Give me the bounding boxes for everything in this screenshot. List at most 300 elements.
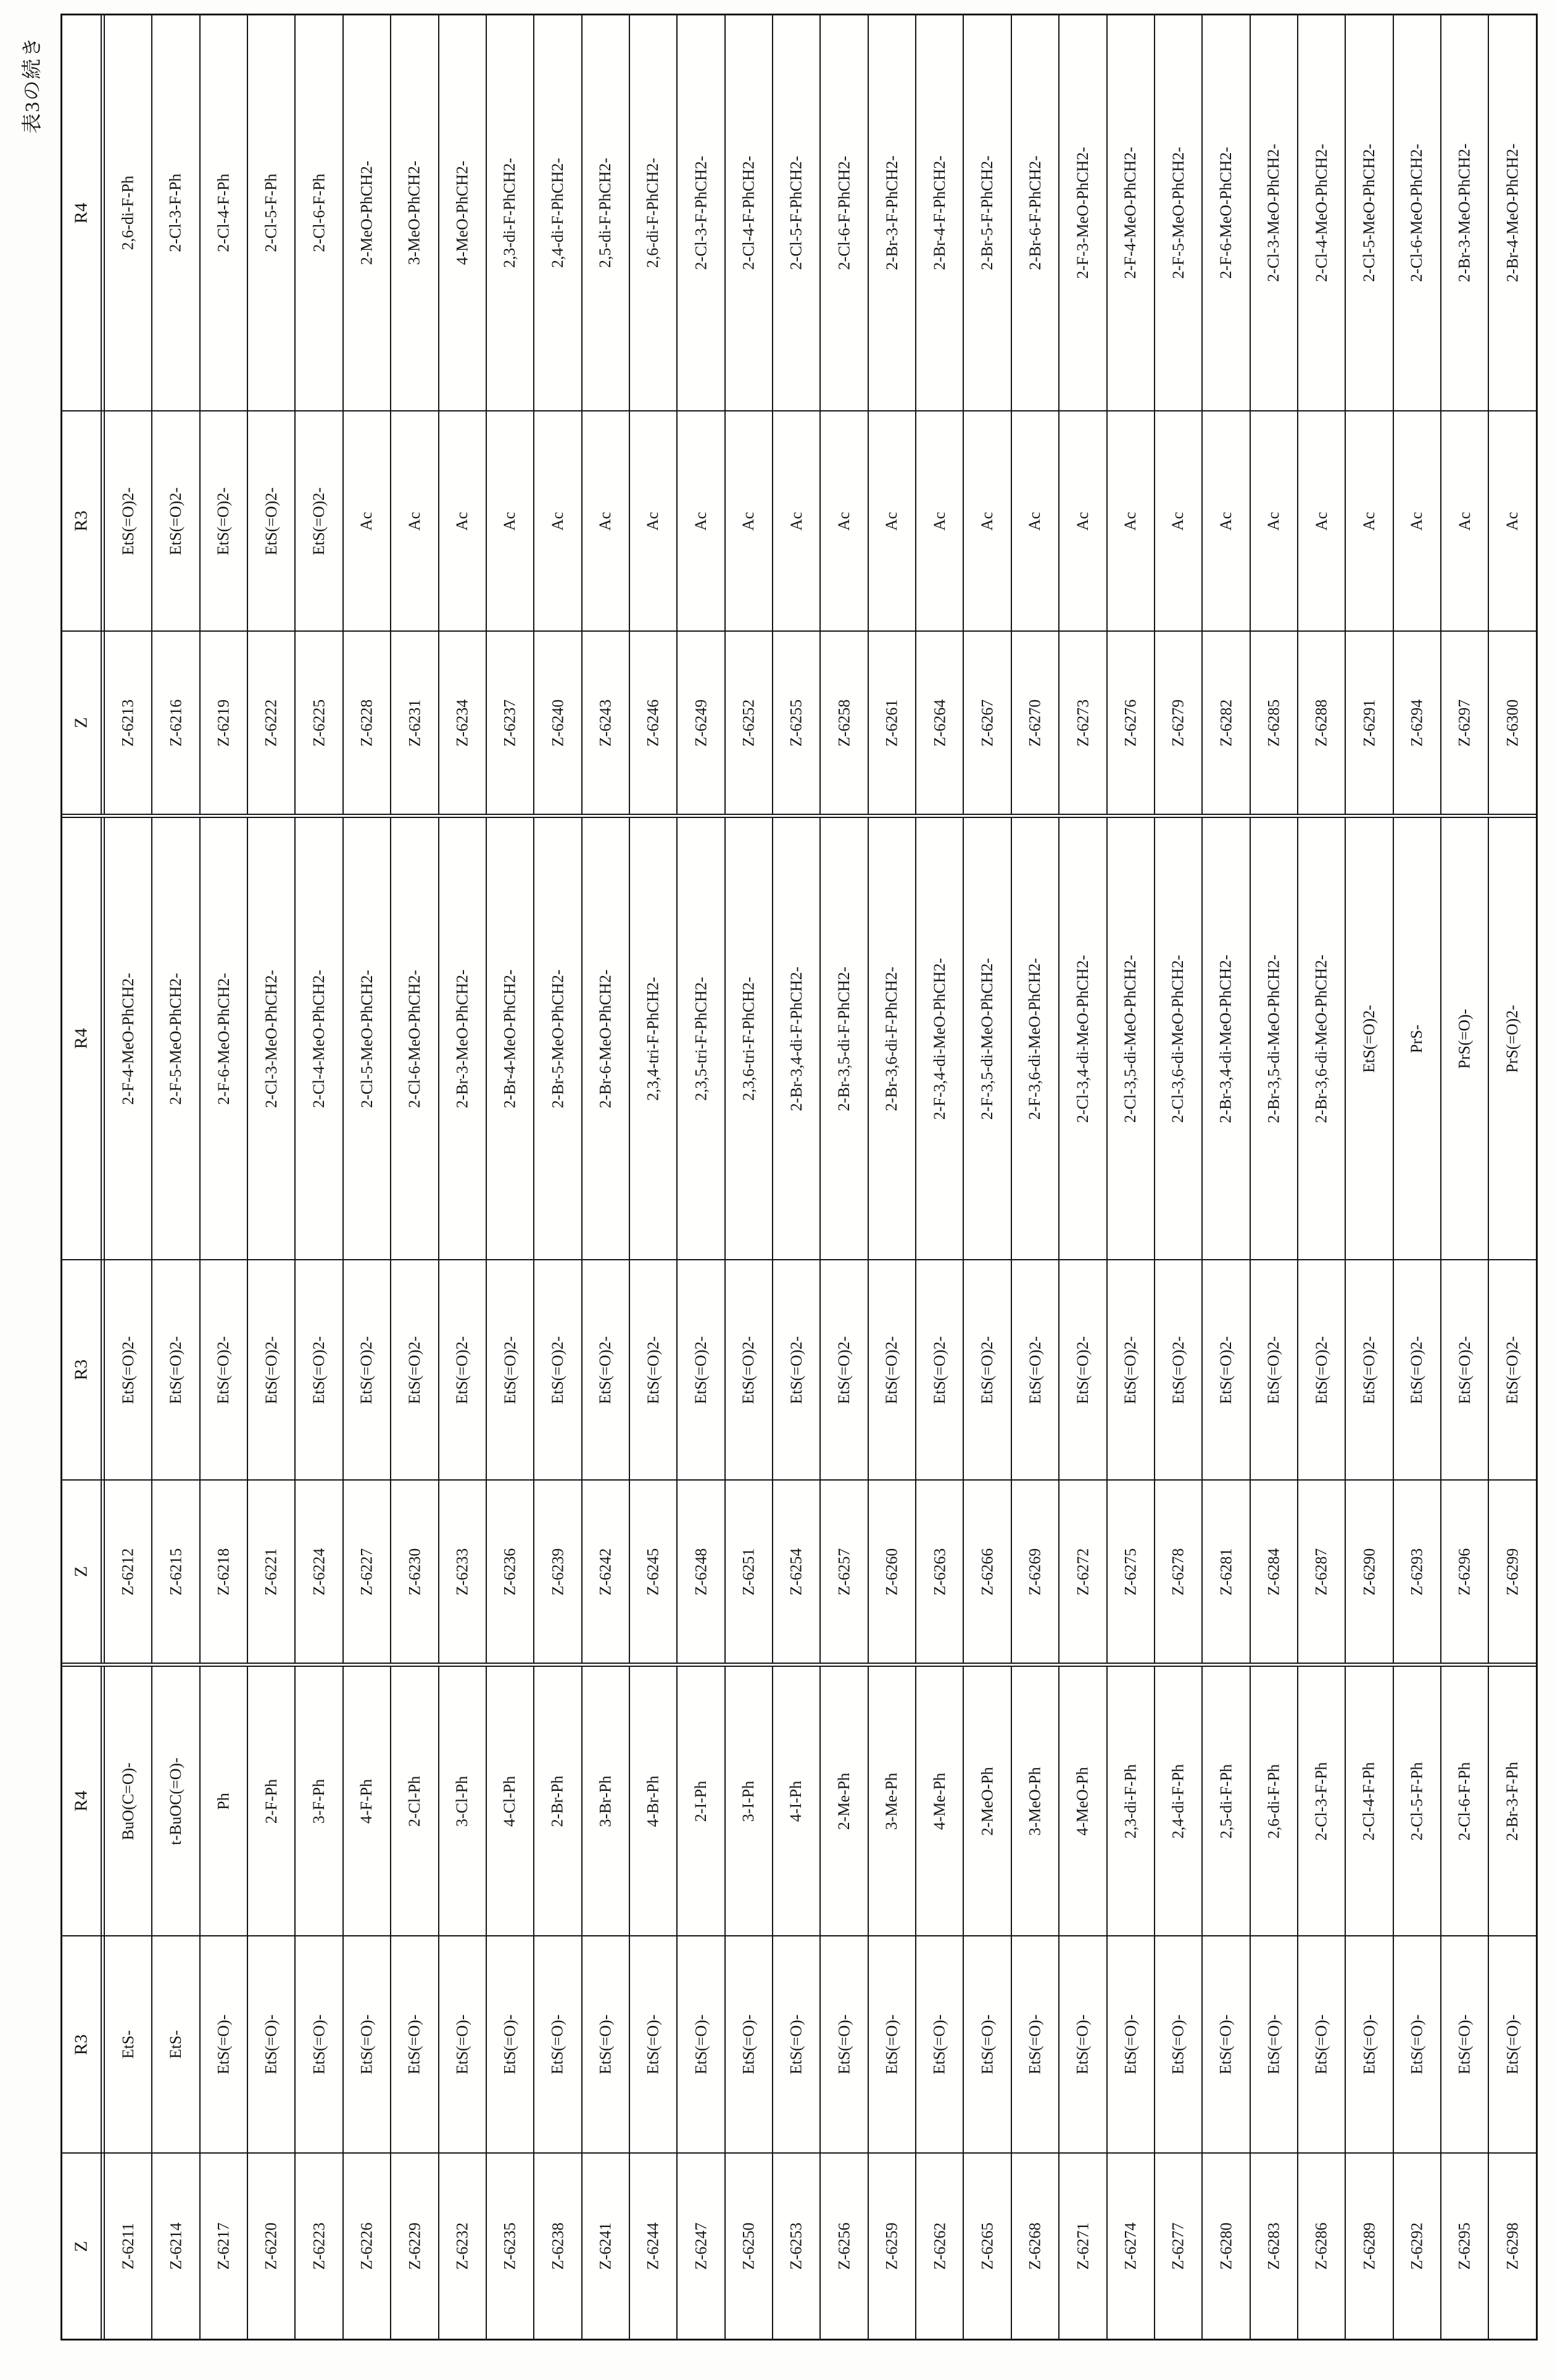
cell-r3 <box>105 1260 152 1479</box>
cell-text: EtS- <box>118 2030 137 2059</box>
cell-text: 4-MeO-Ph <box>1073 1766 1092 1836</box>
cell-r3 <box>1012 411 1059 630</box>
cell-r3 <box>1489 411 1535 630</box>
cell-text: 2-Cl-3-MeO-PhCH2- <box>262 969 280 1108</box>
cell-z <box>1489 1481 1535 1663</box>
cell-text: Z-6240 <box>548 699 566 746</box>
cell-text: EtS(=O)- <box>1073 2014 1092 2075</box>
cell-text: 4-Me-Ph <box>930 1772 948 1830</box>
cell-text: PrS(=O)2- <box>1503 1004 1522 1073</box>
cell-r3 <box>344 1260 391 1479</box>
cell-r4 <box>1298 15 1346 410</box>
cell-text: EtS(=O)2- <box>118 487 137 555</box>
cell-r4 <box>487 818 534 1259</box>
cell-r4 <box>534 1667 582 1935</box>
cell-text: 2-Cl-3-MeO-PhCH2- <box>1264 144 1283 282</box>
cell-text: 2-Cl-4-MeO-PhCH2- <box>310 969 328 1108</box>
cell-text: EtS(=O)2- <box>882 1336 901 1404</box>
cell-r3 <box>1251 1936 1298 2152</box>
table-band-r4-group3 <box>62 15 1536 411</box>
cell-z <box>869 632 916 814</box>
cell-r3 <box>1346 411 1393 630</box>
cell-text: Z-6237 <box>500 699 519 746</box>
cell-z <box>773 632 821 814</box>
cell-z <box>152 1481 200 1663</box>
cell-r4 <box>1203 1667 1250 1935</box>
cell-text: 2-Br-3,6-di-F-PhCH2- <box>882 966 901 1111</box>
cell-z <box>391 1481 439 1663</box>
cell-r4 <box>583 818 630 1259</box>
cell-text: Z-6270 <box>1026 699 1044 746</box>
cell-r3 <box>296 1936 343 2152</box>
cell-r4 <box>1441 818 1489 1259</box>
cell-r4 <box>773 1667 821 1935</box>
cell-text: Ac <box>1264 511 1283 531</box>
column-header-z <box>62 2154 105 2339</box>
cell-z <box>534 2154 582 2339</box>
cell-r3 <box>630 1260 678 1479</box>
cell-text: Ac <box>453 511 471 531</box>
cell-text: Z-6279 <box>1169 699 1187 746</box>
cell-text: EtS(=O)2- <box>1312 1336 1330 1404</box>
cell-text: EtS(=O)- <box>930 2014 948 2075</box>
cell-text: PrS(=O)- <box>1455 1009 1474 1068</box>
cell-text: 2-Cl-5-F-Ph <box>1408 1761 1426 1841</box>
cell-text: EtS(=O)2- <box>453 1336 471 1404</box>
cell-r3 <box>1012 1936 1059 2152</box>
cell-text: 2-Br-3-F-PhCH2- <box>882 155 901 270</box>
cell-r4 <box>1203 818 1250 1259</box>
cell-r3 <box>726 1936 773 2152</box>
cell-r4 <box>248 15 296 410</box>
cell-text: EtS(=O)2- <box>1503 1336 1522 1404</box>
cell-text: Z-6276 <box>1121 699 1140 746</box>
cell-z <box>487 2154 534 2339</box>
cell-text: Z-6232 <box>453 2222 471 2270</box>
column-header-r4 <box>62 1667 105 1935</box>
cell-r3 <box>916 1260 964 1479</box>
cell-z <box>1394 632 1441 814</box>
cell-text: 2-Cl-5-MeO-PhCH2- <box>357 969 376 1108</box>
cell-text: 3-MeO-PhCH2- <box>405 160 423 265</box>
table-band-r4-group1 <box>62 1667 1536 1936</box>
cell-r3 <box>201 1260 248 1479</box>
cell-r4 <box>1441 15 1489 410</box>
cell-text: EtS(=O)- <box>644 2014 662 2075</box>
cell-z <box>964 2154 1011 2339</box>
cell-text: Z-6229 <box>405 2222 423 2270</box>
cell-text: 2,3,5-tri-F-PhCH2- <box>692 977 710 1101</box>
cell-r4 <box>1298 1667 1346 1935</box>
cell-text: Z-6298 <box>1503 2222 1522 2270</box>
column-header-label: Z <box>71 1566 91 1577</box>
cell-text: 2-Br-6-MeO-PhCH2- <box>596 969 615 1108</box>
cell-text: EtS(=O)2- <box>978 1336 997 1404</box>
cell-r4 <box>916 1667 964 1935</box>
cell-text: Z-6241 <box>596 2222 615 2270</box>
cell-r3 <box>391 1936 439 2152</box>
cell-r4 <box>964 1667 1011 1935</box>
cell-text: 3-MeO-Ph <box>1026 1766 1044 1836</box>
cell-r3 <box>1441 1260 1489 1479</box>
column-header-r4 <box>62 818 105 1259</box>
cell-z <box>821 632 868 814</box>
cell-z <box>678 632 725 814</box>
cell-r4 <box>1298 818 1346 1259</box>
cell-z <box>773 2154 821 2339</box>
cell-text: Z-6249 <box>691 699 710 746</box>
cell-text: EtS(=O)2- <box>1360 1004 1379 1073</box>
cell-z <box>630 632 678 814</box>
cell-text: 2-Br-4-MeO-PhCH2- <box>500 969 519 1108</box>
cell-z <box>821 2154 868 2339</box>
cell-text: 2-Me-Ph <box>835 1772 853 1830</box>
cell-text: Z-6255 <box>787 699 805 746</box>
cell-r4 <box>296 818 343 1259</box>
cell-r3 <box>869 411 916 630</box>
cell-text: Z-6300 <box>1503 699 1522 746</box>
cell-text: Z-6231 <box>405 699 423 746</box>
cell-text: EtS(=O)2- <box>1169 1336 1187 1404</box>
cell-text: EtS(=O)- <box>1312 2014 1330 2075</box>
cell-r4 <box>296 15 343 410</box>
cell-r3 <box>534 1936 582 2152</box>
cell-text: Z-6278 <box>1169 1548 1187 1595</box>
cell-text: EtS(=O)- <box>978 2014 997 2075</box>
cell-text: 4-MeO-PhCH2- <box>453 160 471 265</box>
cell-text: EtS(=O)2- <box>1026 1336 1044 1404</box>
cell-text: EtS(=O)2- <box>214 1336 233 1404</box>
cell-text: 2-F-4-MeO-PhCH2- <box>118 972 137 1105</box>
cell-text: 2-Cl-Ph <box>405 1775 423 1827</box>
column-header-label: Z <box>71 2241 91 2252</box>
cell-text: EtS(=O)- <box>739 2014 758 2075</box>
column-header-label: R4 <box>71 1028 91 1049</box>
cell-text: 2-Br-4-F-PhCH2- <box>930 155 948 270</box>
cell-z <box>1203 2154 1250 2339</box>
cell-r4 <box>344 15 391 410</box>
cell-r4 <box>152 1667 200 1935</box>
cell-r3 <box>1012 1260 1059 1479</box>
cell-r3 <box>1108 411 1155 630</box>
cell-text: 2-Cl-3-F-PhCH2- <box>692 155 710 270</box>
cell-text: EtS(=O)2- <box>1264 1336 1283 1404</box>
cell-text: 2-Br-Ph <box>548 1775 566 1827</box>
column-header-r3 <box>62 1936 105 2152</box>
cell-r3 <box>152 411 200 630</box>
cell-r4 <box>726 818 773 1259</box>
cell-text: Z-6274 <box>1121 2222 1140 2270</box>
cell-text: Z-6250 <box>739 2222 758 2270</box>
cell-text: EtS(=O)2- <box>262 487 280 555</box>
cell-r3 <box>487 1260 534 1479</box>
cell-z <box>105 2154 152 2339</box>
cell-text: 2,5-di-F-PhCH2- <box>596 157 615 268</box>
cell-text: EtS(=O)- <box>787 2014 805 2075</box>
cell-text: 2-Cl-3,4-di-MeO-PhCH2- <box>1073 954 1092 1123</box>
cell-text: BuO(C=O)- <box>118 1762 137 1840</box>
cell-z <box>248 632 296 814</box>
cell-text: Z-6277 <box>1169 2222 1187 2270</box>
cell-text: Z-6247 <box>691 2222 710 2270</box>
cell-r4 <box>1108 818 1155 1259</box>
cell-z <box>439 1481 487 1663</box>
cell-text: 2-Cl-6-MeO-PhCH2- <box>405 969 423 1108</box>
cell-r4 <box>964 818 1011 1259</box>
cell-text: 2-MeO-Ph <box>978 1766 997 1836</box>
cell-text: Z-6216 <box>167 699 185 746</box>
cell-text: Ac <box>1169 511 1187 531</box>
cell-text: 2-F-3,4-di-MeO-PhCH2- <box>930 957 948 1120</box>
cell-r4 <box>773 818 821 1259</box>
cell-text: EtS(=O)- <box>453 2014 471 2075</box>
cell-z <box>248 2154 296 2339</box>
cell-r4 <box>583 1667 630 1935</box>
cell-r4 <box>391 818 439 1259</box>
cell-z <box>1489 2154 1535 2339</box>
cell-r3 <box>534 411 582 630</box>
cell-text: 2-Cl-3,5-di-MeO-PhCH2- <box>1121 954 1140 1123</box>
cell-r3 <box>391 411 439 630</box>
cell-text: 2,6-di-F-Ph <box>1264 1764 1283 1838</box>
cell-text: 2-F-5-MeO-PhCH2- <box>1169 147 1187 279</box>
cell-text: Z-6287 <box>1312 1548 1330 1595</box>
cell-r4 <box>1346 15 1393 410</box>
cell-text: Z-6268 <box>1026 2222 1044 2270</box>
cell-r4 <box>1441 1667 1489 1935</box>
cell-text: Z-6267 <box>978 699 997 746</box>
cell-text: Ac <box>548 511 566 531</box>
cell-text: EtS(=O)2- <box>930 1336 948 1404</box>
cell-text: EtS(=O)2- <box>357 1336 376 1404</box>
cell-z <box>487 632 534 814</box>
cell-text: Z-6272 <box>1073 1548 1092 1595</box>
cell-text: EtS(=O)2- <box>787 1336 805 1404</box>
cell-r3 <box>869 1260 916 1479</box>
cell-text: Z-6283 <box>1264 2222 1283 2270</box>
cell-text: EtS(=O)2- <box>691 1336 710 1404</box>
cell-z <box>248 1481 296 1663</box>
cell-text: 2-Br-5-F-PhCH2- <box>978 155 997 270</box>
cell-r3 <box>439 411 487 630</box>
cell-r3 <box>201 411 248 630</box>
cell-r3 <box>773 411 821 630</box>
cell-z <box>726 2154 773 2339</box>
cell-z <box>726 1481 773 1663</box>
cell-r3 <box>1441 411 1489 630</box>
cell-r4 <box>1203 15 1250 410</box>
cell-r3 <box>869 1936 916 2152</box>
cell-text: EtS(=O)- <box>1408 2014 1426 2075</box>
cell-text: EtS(=O)2- <box>1408 1336 1426 1404</box>
cell-text: Z-6221 <box>262 1548 280 1595</box>
cell-r3 <box>821 1936 868 2152</box>
cell-r4 <box>1394 818 1441 1259</box>
cell-text: 2,3,6-tri-F-PhCH2- <box>739 977 758 1101</box>
cell-r3 <box>105 411 152 630</box>
cell-text: 3-Me-Ph <box>882 1772 901 1830</box>
cell-z <box>1394 1481 1441 1663</box>
cell-z <box>1108 632 1155 814</box>
cell-text: 3-Br-Ph <box>596 1775 615 1827</box>
cell-text: EtS(=O)2- <box>1216 1336 1235 1404</box>
cell-r3 <box>916 411 964 630</box>
cell-text: Ac <box>1455 511 1474 531</box>
cell-r4 <box>869 1667 916 1935</box>
cell-z <box>1346 1481 1393 1663</box>
cell-r3 <box>487 1936 534 2152</box>
cell-text: Z-6260 <box>882 1548 901 1595</box>
cell-text: Ac <box>405 511 423 531</box>
cell-r3 <box>1441 1936 1489 2152</box>
cell-text: Z-6244 <box>644 2222 662 2270</box>
cell-text: Z-6226 <box>357 2222 376 2270</box>
cell-r3 <box>105 1936 152 2152</box>
cell-text: Z-6263 <box>930 1548 948 1595</box>
cell-r4 <box>1394 1667 1441 1935</box>
cell-text: 2,3,4-tri-F-PhCH2- <box>644 977 662 1101</box>
cell-text: Z-6220 <box>262 2222 280 2270</box>
cell-text: Z-6254 <box>787 1548 805 1595</box>
cell-r4 <box>726 1667 773 1935</box>
cell-r4 <box>1059 818 1107 1259</box>
cell-text: 2-Cl-6-F-Ph <box>1455 1761 1474 1841</box>
cell-r4 <box>1108 15 1155 410</box>
table-band-z-group2 <box>62 1481 1536 1667</box>
cell-text: 2-F-6-MeO-PhCH2- <box>214 972 233 1105</box>
table-caption-text: 表3の続き <box>21 35 44 134</box>
cell-z <box>1441 1481 1489 1663</box>
cell-r3 <box>1108 1260 1155 1479</box>
cell-r4 <box>1012 1667 1059 1935</box>
cell-r4 <box>821 818 868 1259</box>
cell-text: Z-6266 <box>978 1548 997 1595</box>
cell-r3 <box>821 411 868 630</box>
cell-r3 <box>964 1260 1011 1479</box>
cell-z <box>391 632 439 814</box>
cell-r4 <box>1251 15 1298 410</box>
cell-r4 <box>678 1667 725 1935</box>
cell-z <box>916 2154 964 2339</box>
cell-text: Z-6290 <box>1360 1548 1379 1595</box>
cell-text: 2-Br-3-MeO-PhCH2- <box>1455 143 1474 283</box>
cell-text: Z-6225 <box>310 699 328 746</box>
table-caption <box>9 14 52 155</box>
cell-text: 2-Cl-5-F-PhCH2- <box>787 155 805 270</box>
cell-text: EtS(=O)- <box>835 2014 853 2075</box>
cell-r4 <box>1489 15 1535 410</box>
cell-z <box>344 1481 391 1663</box>
cell-text: Z-6245 <box>644 1548 662 1595</box>
cell-z <box>1251 2154 1298 2339</box>
cell-r3 <box>1203 1936 1250 2152</box>
cell-text: EtS(=O)2- <box>1455 1336 1474 1404</box>
cell-text: Z-6282 <box>1216 699 1235 746</box>
cell-text: Z-6256 <box>835 2222 853 2270</box>
cell-text: Ac <box>596 511 615 531</box>
cell-r3 <box>439 1260 487 1479</box>
cell-text: Z-6239 <box>548 1548 566 1595</box>
cell-r4 <box>201 1667 248 1935</box>
cell-text: 3-Cl-Ph <box>453 1775 471 1827</box>
cell-text: EtS(=O)- <box>1503 2014 1522 2075</box>
cell-r3 <box>1108 1936 1155 2152</box>
cell-z <box>630 2154 678 2339</box>
cell-text: 2,3-di-F-Ph <box>1121 1764 1140 1838</box>
cell-z <box>1394 2154 1441 2339</box>
cell-r3 <box>821 1260 868 1479</box>
cell-text: Z-6288 <box>1312 699 1330 746</box>
cell-text: EtS(=O)2- <box>548 1336 566 1404</box>
cell-text: Z-6285 <box>1264 699 1283 746</box>
cell-r4 <box>1394 15 1441 410</box>
cell-r4 <box>1059 1667 1107 1935</box>
cell-z <box>1059 632 1107 814</box>
cell-z <box>1059 2154 1107 2339</box>
cell-text: Z-6297 <box>1455 699 1474 746</box>
cell-text: Z-6246 <box>644 699 662 746</box>
cell-r3 <box>1298 411 1346 630</box>
cell-r4 <box>487 15 534 410</box>
cell-r3 <box>1298 1260 1346 1479</box>
cell-text: Z-6265 <box>978 2222 997 2270</box>
cell-text: PrS- <box>1408 1024 1426 1053</box>
cell-z <box>1012 1481 1059 1663</box>
cell-text: Z-6230 <box>405 1548 423 1595</box>
cell-text: 4-Br-Ph <box>644 1775 662 1827</box>
cell-r4 <box>1012 818 1059 1259</box>
cell-text: EtS(=O)2- <box>405 1336 423 1404</box>
cell-text: EtS(=O)- <box>548 2014 566 2075</box>
cell-text: Z-6251 <box>739 1548 758 1595</box>
cell-r4 <box>1108 1667 1155 1935</box>
cell-r3 <box>1346 1936 1393 2152</box>
cell-text: EtS(=O)2- <box>644 1336 662 1404</box>
cell-r3 <box>726 411 773 630</box>
cell-r3 <box>916 1936 964 2152</box>
cell-z <box>344 632 391 814</box>
cell-r3 <box>630 1936 678 2152</box>
cell-r3 <box>1251 1260 1298 1479</box>
cell-text: Z-6280 <box>1216 2222 1235 2270</box>
cell-z <box>296 1481 343 1663</box>
cell-r3 <box>1203 1260 1250 1479</box>
cell-text: 2-Cl-4-F-Ph <box>214 173 233 252</box>
column-header-label: R3 <box>71 2034 91 2055</box>
cell-r4 <box>678 818 725 1259</box>
cell-text: Z-6234 <box>453 699 471 746</box>
cell-r3 <box>344 411 391 630</box>
cell-z <box>583 2154 630 2339</box>
cell-text: Ac <box>739 511 758 531</box>
cell-text: Z-6235 <box>500 2222 519 2270</box>
cell-r3 <box>1203 411 1250 630</box>
cell-text: Ac <box>691 511 710 531</box>
cell-text: 4-F-Ph <box>357 1779 376 1824</box>
cell-z <box>1251 1481 1298 1663</box>
cell-text: Z-6281 <box>1216 1548 1235 1595</box>
cell-z <box>201 2154 248 2339</box>
cell-text: Ac <box>978 511 997 531</box>
cell-text: 2-F-4-MeO-PhCH2- <box>1121 147 1140 279</box>
cell-text: EtS(=O)2- <box>167 1336 185 1404</box>
cell-z <box>678 2154 725 2339</box>
cell-r3 <box>152 1260 200 1479</box>
cell-text: Ac <box>1408 511 1426 531</box>
cell-text: Z-6284 <box>1264 1548 1283 1595</box>
cell-r4 <box>1155 15 1203 410</box>
cell-text: 2-Br-4-MeO-PhCH2- <box>1503 143 1522 283</box>
